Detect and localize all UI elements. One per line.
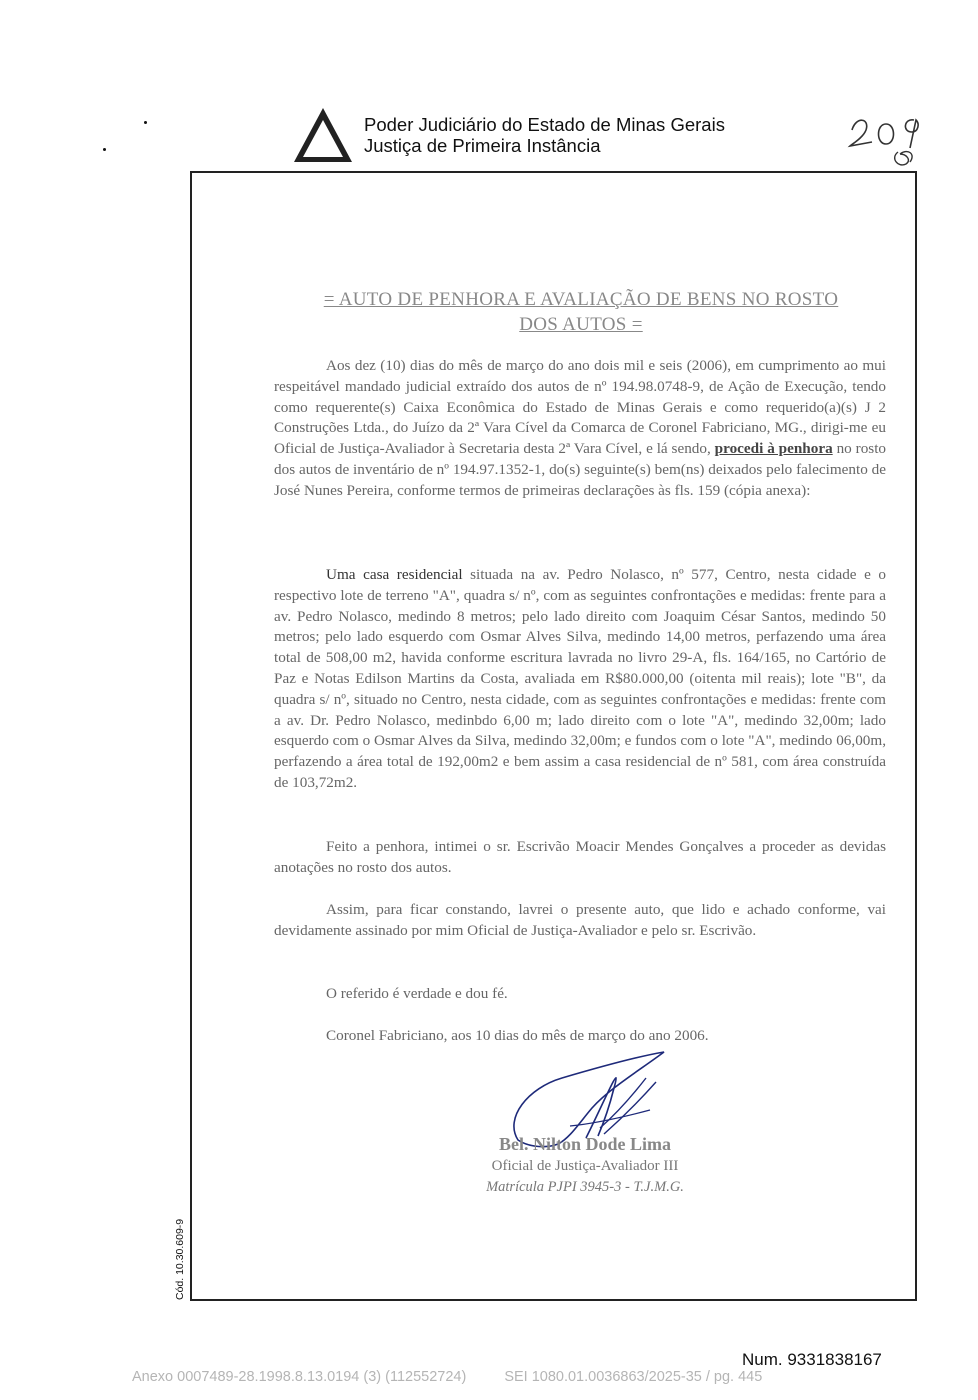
paragraph-3: [274, 837, 886, 879]
stray-dot: [103, 148, 106, 151]
stray-dot: [144, 121, 147, 124]
paragraph-6: [274, 1026, 886, 1047]
paragraph-1-part-a: Aos dez (10) dias do mês de março do ano dois mil e seis (2006), em cumprimento ao mui respeitável mandado judicial extraído dos autos de nº 194.98.0748-9, de Ação de Execução, tendo como requerente(s) Caixa Econômica do Estado de Minas Gerais e como requerido(a)(s) J 2 Construções Ltda., do Juízo da 2ª Vara Cível da Comarca de Coronel Fabriciano, MG., dirigi-me eu Oficial de Justiça-Avaliador à Secretaria desta 2ª Vara Cível, e lá sendo,: [274, 357, 886, 458]
seizure-phrase: procedi à penhora: [714, 440, 833, 458]
signature-block: [440, 1132, 730, 1198]
handwritten-page-number: [846, 108, 930, 178]
paragraph-4-text: Assim, para ficar constando, lavrei o presente auto, que lido e achado conforme, vai devidamente assinado por mim Oficial de Justiça-Avaliador e pelo sr. Escrivão.: [274, 901, 886, 939]
officer-name: Bel. Nilton Dode Lima: [498, 1134, 671, 1154]
paragraph-2: [274, 565, 886, 794]
paragraph-1: [274, 356, 886, 502]
paragraph-2-rest: situada na av. Pedro Nolasco, nº 577, Centro, nesta cidade e o respectivo lote de terreno "A", quadra s/ nº, com as seguintes confrontações e medidas: frente para a av. Pedro Nolasco, medindo 8 metros; pelo lado direito com Joaquim César Santos, medindo 50 metros; pelo lado esquerdo com Osmar Alves Silva, medindo 14,00 metros, perfazendo uma área total de 508,00 m2, havida conforme escritura lavrada no livro 29-A, fls. 164/165, no Cartório de Paz e Notas Edilson Martins da Costa, avaliada em R$80.000,00 (oitenta mil reais); lote "B", da quadra s/ nº, situado no Centro, nesta cidade, com as seguintes confrontações e medidas: frente com a av. Dr. Pedro Nolasco, medinbdo 6,00 m; lado direito com o lote "A", medindo 32,00m; lado esquerdo com o Osmar Alves da Silva, medindo 32,00m; e fundos com o lote "A", medindo 06,00m, perfazendo a área total de 192,00m2 e bem assim a casa residencial de nº 581, com área construída de 103,72m2.: [274, 566, 886, 791]
paragraph-4: [274, 900, 886, 942]
title-line-1: = AUTO DE PENHORA E AVALIAÇÃO DE BENS NO ROSTO: [323, 289, 839, 310]
court-logo-icon: [292, 106, 354, 164]
paragraph-3-text: Feito a penhora, intimei o sr. Escrivão Moacir Mendes Gonçalves a proceder as devidas anotações no rosto dos autos.: [274, 838, 886, 876]
footer-ref-right: SEI 1080.01.0036863/2025-35 / pg. 445: [504, 1369, 763, 1385]
officer-registration: Matrícula PJPI 3945-3 - T.J.M.G.: [486, 1179, 684, 1195]
footer-reference: [132, 1369, 762, 1385]
paragraph-5: [274, 984, 886, 1005]
document-number: Num. 9331838167: [742, 1350, 882, 1369]
officer-role: Oficial de Justiça-Avaliador III: [491, 1158, 679, 1174]
title-line-2: DOS AUTOS =: [519, 314, 643, 335]
form-code: Cód. 10.30.609-9: [174, 1218, 186, 1300]
court-header: [364, 114, 725, 156]
header-line-2: Justiça de Primeira Instância: [364, 135, 601, 156]
paragraph-5-text: O referido é verdade e dou fé.: [326, 985, 508, 1002]
document-title: [275, 287, 887, 337]
paragraph-1-part-b: no rosto dos autos de inventário de nº 194.97.1352-1, do(s) seguinte(s) bem(ns) deixados pelo falecimento de José Nunes Pereira, conforme termos de primeiras declarações às fls. 159 (cópia anexa):: [274, 440, 887, 499]
paragraph-2-lead: Uma casa residencial: [326, 566, 463, 583]
date-line: Coronel Fabriciano, aos 10 dias do mês de março do ano 2006.: [326, 1027, 709, 1044]
footer-ref-left: Anexo 0007489-28.1998.8.13.0194 (3) (112552724): [132, 1369, 467, 1385]
header-line-1: Poder Judiciário do Estado de Minas Gerais: [364, 114, 725, 135]
